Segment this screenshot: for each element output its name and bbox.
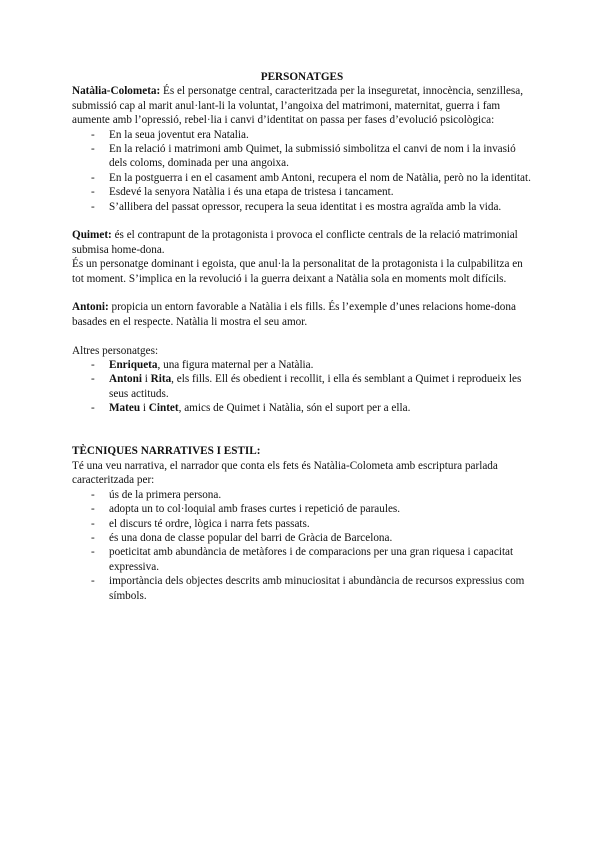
altres-heading: Altres personatges: <box>72 344 159 357</box>
natalia-intro: És el personatge central, caracteritzada per la inseguretat, innocència, senzillesa, submissió cap al marit anul·lant-li la voluntat, l’angoixa del matrimoni, maternitat, guerra i fam aumente amb l’opressió, rebel·lia i canvi d’identitat on passa per fases d’evolució psicològica: <box>72 85 524 127</box>
antoni-text: propicia un entorn favorable a Natàlia i els fills. És l’exemple d’unes relacions home-dona basades en el respecte. Natàlia li mostra el seu amor. <box>72 301 516 328</box>
page-title: PERSONATGES <box>260 71 344 83</box>
natalia-phases-list <box>72 128 532 214</box>
quimet-paragraph-2: És un personatge dominant i egoista, que anul·la la personalitat de la protagonista i la culpabilitza en tot moment. S’implica en la revolució i la guerra deixant a Natàlia sola en moments molt difícils. <box>72 258 523 285</box>
quimet-name: Quimet: <box>72 229 112 242</box>
character-name: Cintet <box>148 402 179 415</box>
quimet-text-1: és el contrapunt de la protagonista i provoca el conflicte centrals de la relació matrimonial submisa home-dona. <box>72 229 518 256</box>
quimet-paragraph <box>72 228 532 257</box>
list-item: - el discurs té ordre, lògica i narra fets passats. <box>72 517 532 531</box>
list-item: - importància dels objectes descrits amb minuciositat i abundància de recursos expressius com símbols. <box>72 574 532 603</box>
character-name: Mateu <box>109 402 141 415</box>
list-item: - En la postguerra i en el casament amb Antoni, recupera el nom de Natàlia, però no la identitat. <box>72 171 532 185</box>
altres-list <box>72 358 532 416</box>
connector: i <box>141 373 151 386</box>
list-item: - és una dona de classe popular del barri de Gràcia de Barcelona. <box>72 531 532 545</box>
connector: i <box>140 402 149 415</box>
character-name: Rita <box>150 373 172 386</box>
character-desc: , amics de Quimet i Natàlia, són el suport per a ella. <box>178 402 411 415</box>
antoni-paragraph <box>72 300 532 329</box>
list-item: - S’allibera del passat opressor, recupera la seua identitat i es mostra agraïda amb la vida. <box>72 200 532 214</box>
character-desc: , els fills. Ell és obedient i recollit, i ella és semblant a Quimet i reprodueix les seus actituds. <box>109 373 522 400</box>
list-item <box>72 358 532 372</box>
antoni-name: Antoni: <box>72 301 109 314</box>
list-item <box>72 372 532 401</box>
natalia-name: Natàlia-Colometa: <box>72 85 161 98</box>
character-name: Antoni <box>109 373 142 386</box>
section-title: TÈCNIQUES NARRATIVES I ESTIL: <box>72 445 261 458</box>
tecniques-intro: Té una veu narrativa, el narrador que conta els fets és Natàlia-Colometa amb escriptura parlada caracteritzada per: <box>72 459 498 487</box>
list-item <box>72 401 532 415</box>
tecniques-list <box>72 488 532 603</box>
list-item: - Esdevé la senyora Natàlia i és una etapa de tristesa i tancament. <box>72 185 532 199</box>
document-page <box>72 70 532 603</box>
character-name: Enriqueta <box>109 359 158 372</box>
natalia-paragraph <box>72 84 532 127</box>
list-item: - ús de la primera persona. <box>72 488 532 502</box>
list-item: - adopta un to col·loquial amb frases curtes i repetició de paraules. <box>72 502 532 516</box>
list-item: - poeticitat amb abundància de metàfores i de comparacions per una gran riquesa i capacitat expressiva. <box>72 545 532 574</box>
list-item: - En la relació i matrimoni amb Quimet, la submissió simbolitza el canvi de nom i la invasió dels coloms, dominada per una angoixa. <box>72 142 532 171</box>
list-item: - En la seua joventut era Natalia. <box>72 128 532 142</box>
character-desc: , una figura maternal per a Natàlia. <box>157 359 314 372</box>
